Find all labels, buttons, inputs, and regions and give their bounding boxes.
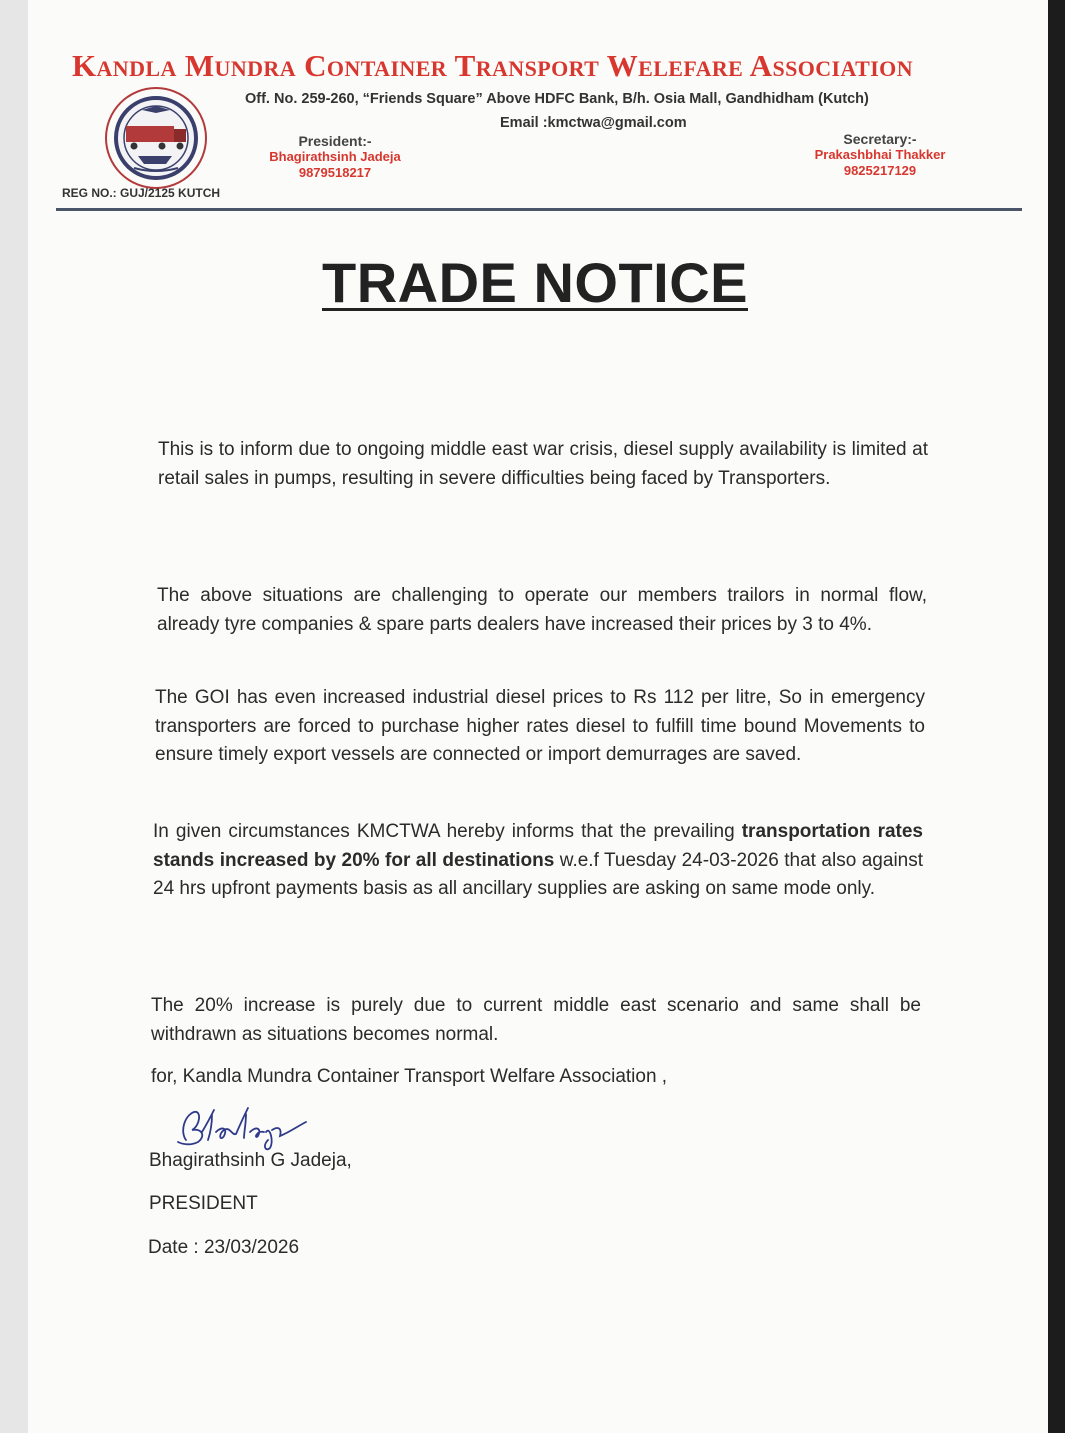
registration-number: REG NO.: GUJ/2125 KUTCH [62, 186, 221, 200]
signatory-name: Bhagirathsinh G Jadeja, [149, 1150, 352, 1171]
scan-left-edge [0, 0, 28, 1433]
president-role: President:- [298, 133, 372, 149]
scan-right-edge [1048, 0, 1065, 1433]
contact-email: Email :kmctwa@gmail.com [500, 115, 687, 131]
rate-highlight: transportation rates stands increased by 20% for all destinations [153, 821, 923, 871]
president-name: Bhagirathsinh Jadeja [269, 149, 401, 164]
secretary-block [795, 131, 965, 179]
notice-date: Date : 23/03/2026 [148, 1237, 300, 1258]
paragraph-goi-diesel: The GOI has even increased industrial diesel prices to Rs 112 per litre, So in emergency transporters are forced to purchase higher rates diesel to fulfill time bound Movements to ensure timely export vessels are connected or import demurrages are saved. [155, 687, 925, 765]
closing-line: for, Kandla Mundra Container Transport Welfare Association , [151, 1066, 668, 1087]
paragraph-diesel-supply: This is to inform due to ongoing middle east war crisis, diesel supply availability is limited at retail sales in pumps, resulting in severe difficulties being faced by Transporters. [158, 439, 928, 489]
paragraph-rate-increase [153, 818, 923, 904]
rate-prefix: In given circumstances KMCTWA hereby informs that the prevailing [153, 821, 742, 842]
signatory-designation: PRESIDENT [149, 1193, 258, 1214]
handwritten-signature [172, 1102, 312, 1154]
notice-title: TRADE NOTICE [322, 251, 748, 314]
secretary-name: Prakashbhai Thakker [814, 147, 946, 162]
rate-suffix: w.e.f Tuesday 24-03-2026 that also against 24 hrs upfront payments basis as all ancillary supplies are asking on same mode only. [153, 849, 924, 899]
secretary-phone: 9825217129 [843, 163, 917, 178]
association-logo [104, 86, 208, 190]
office-address: Off. No. 259-260, “Friends Square” Above HDFC Bank, B/h. Osia Mall, Gandhidham (Kutch) [245, 91, 869, 107]
paragraph-withdrawal: The 20% increase is purely due to current middle east scenario and same shall be withdrawn as situations becomes normal. [151, 995, 921, 1045]
paragraph-price-increase: The above situations are challenging to operate our members trailors in normal flow, already tyre companies & spare parts dealers have increased their prices by 3 to 4%. [157, 585, 927, 635]
president-block [255, 133, 415, 181]
president-phone: 9879518217 [298, 165, 372, 180]
header-divider [56, 208, 1022, 211]
secretary-role: Secretary:- [843, 131, 917, 147]
association-name: Kandla Mundra Container Transport Welefare Association [72, 48, 913, 83]
